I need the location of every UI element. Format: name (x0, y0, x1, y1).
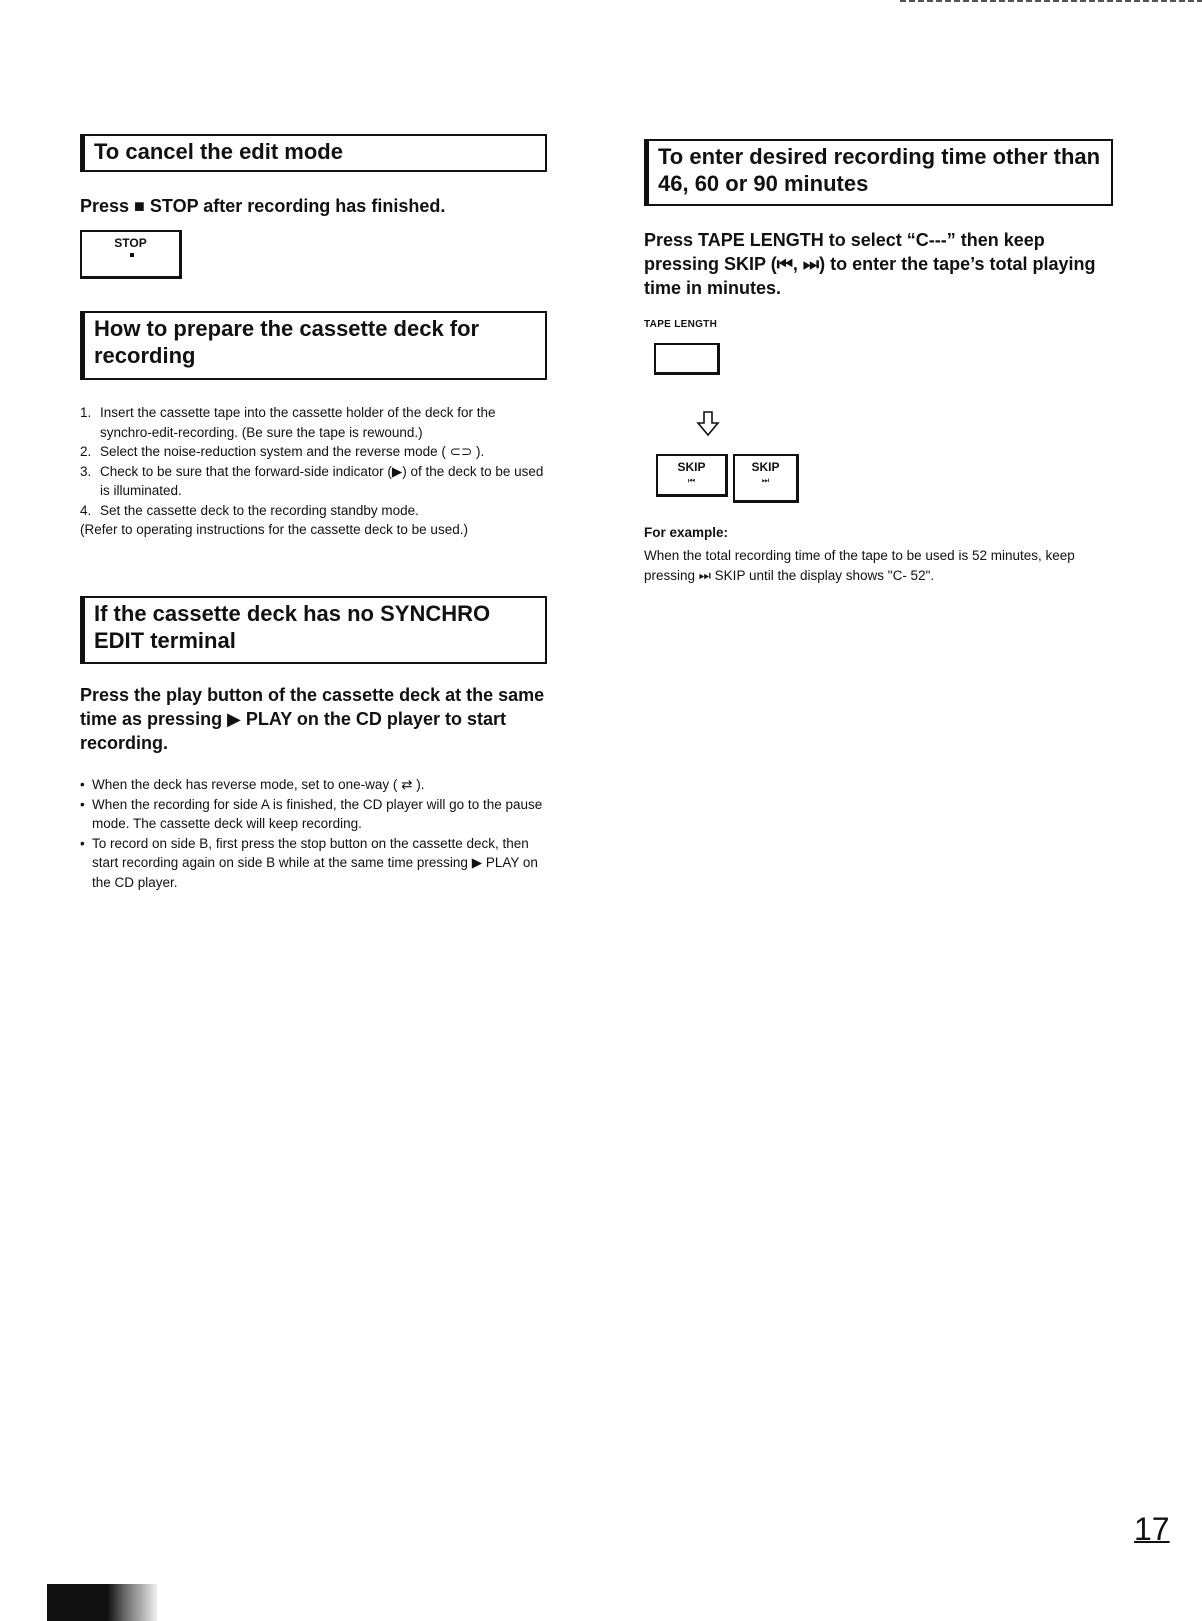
prepare-step (80, 462, 550, 501)
prepare-steps (80, 403, 550, 540)
scan-edge-mark (47, 1584, 157, 1621)
stop-button-label: STOP (114, 236, 147, 250)
tape-length-button[interactable] (654, 343, 720, 375)
prepare-note: (Refer to operating instructions for the cassette deck to be used.) (80, 522, 468, 537)
no-synchro-instruction: Press the play button of the cassette deck at the same time as pressing ▶ PLAY on the CD player to start recording. (80, 685, 545, 753)
heading-cancel-edit-mode-text: To cancel the edit mode (94, 139, 343, 164)
step-number: 4. (80, 502, 92, 518)
skip-back-label: SKIP (677, 460, 706, 474)
prepare-step-list (80, 403, 550, 520)
stop-square-icon (130, 253, 134, 257)
skip-back-icon: ⏮ (687, 476, 696, 485)
enter-time-instruction: Press TAPE LENGTH to select “C---” then keep pressing SKIP (⏮, ⏭) to enter the tape’s total playing time in minutes. (644, 230, 1096, 298)
tape-length-label: TAPE LENGTH (644, 319, 718, 330)
heading-no-synchro-edit-text: If the cassette deck has no SYNCHRO EDIT terminal (94, 601, 491, 653)
step-text: Select the noise-reduction system and the reverse mode ( ⊂⊃ ). (100, 444, 485, 459)
step-number: 2. (80, 444, 92, 459)
no-synchro-notes (80, 775, 555, 892)
example-text: When the total recording time of the tape to be used is 52 minutes, keep pressing ⏭ SKIP until the display shows "C- 52". (644, 548, 1075, 583)
down-arrow-icon (696, 411, 720, 437)
step-text: Set the cassette deck to the recording standby mode. (100, 502, 419, 518)
heading-cancel-edit-mode (80, 134, 547, 172)
step-text: Check to be sure that the forward-side indicator (▶) of the deck to be used is illuminated. (100, 463, 544, 498)
step-text: Insert the cassette tape into the cassette holder of the deck for the synchro-edit-recording. (Be sure the tape is rewound.) (100, 405, 496, 440)
heading-enter-recording-time (644, 139, 1113, 206)
prepare-step (80, 442, 550, 462)
heading-prepare-deck-text: How to prepare the cassette deck for recording (94, 316, 480, 368)
prepare-step (80, 403, 550, 442)
heading-no-synchro-edit (80, 596, 547, 664)
no-synchro-bullet-list (80, 775, 555, 892)
step-number: 1. (80, 405, 92, 420)
prepare-step (80, 501, 550, 521)
heading-prepare-deck (80, 311, 547, 380)
step-number: 3. (80, 463, 92, 479)
page-number: 17 (1134, 1511, 1170, 1547)
bullet-item: • To record on side B, first press the stop button on the cassette deck, then start recording again on side B while at the same time pressing ▶ PLAY on the CD player. (80, 834, 555, 893)
bullet-item: • When the deck has reverse mode, set to one-way ( ⇄ ). (80, 775, 555, 795)
skip-back-button[interactable] (656, 454, 728, 497)
top-edge-line (900, 0, 1202, 2)
skip-forward-label: SKIP (751, 460, 780, 474)
stop-button[interactable] (80, 230, 182, 279)
example-title: For example: (644, 525, 729, 540)
bullet-item: • When the recording for side A is finished, the CD player will go to the pause mode. The cassette deck will keep recording. (80, 795, 555, 834)
heading-enter-recording-time-text: To enter desired recording time other than 46, 60 or 90 minutes (658, 144, 1101, 196)
skip-forward-icon: ⏭ (761, 476, 770, 485)
skip-forward-button[interactable] (733, 454, 799, 503)
cancel-instruction: Press ■ STOP after recording has finished. (80, 196, 446, 216)
